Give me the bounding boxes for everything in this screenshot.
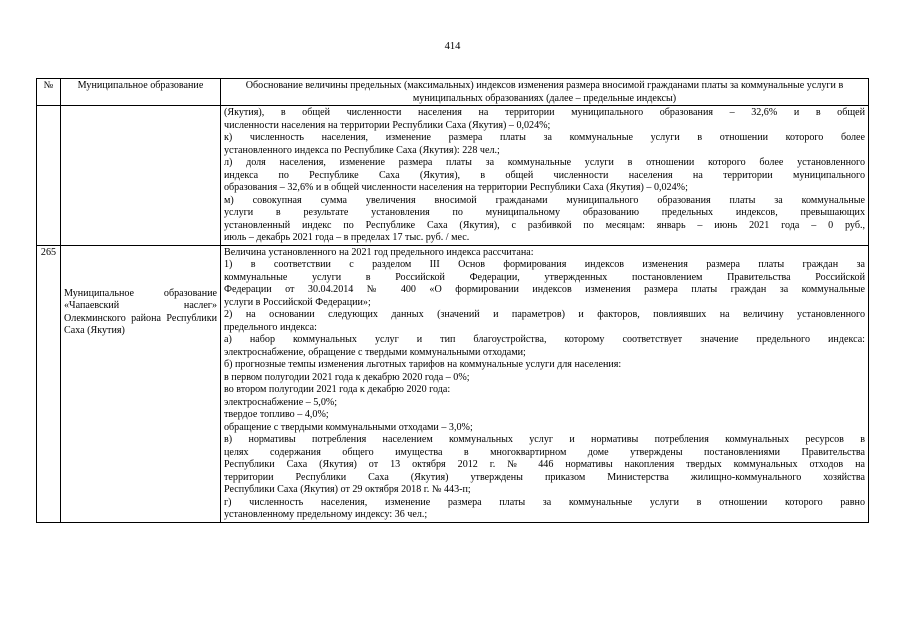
text-line: установленный индекс по Республике Саха (Якутия), с разбивкой по месяцам: январь – июнь 2021 года – 0 руб., [224,219,865,231]
page-number: 414 [444,41,461,52]
text-line: услуги в результате установления по муниципальному образованию предельных индексов, превышающих [224,207,865,218]
text-line: июль – декабрь 2021 года – в пределах 17 тыс. руб. / мес. [224,232,470,243]
text-line: установленного индекса по Республике Саха (Якутия): 228 чел.; [224,144,500,156]
municipality-name: Муниципальное образование «Чапаевский наслег» Олекминского района Республики Саха (Якутия) [64,287,217,336]
text-line: л) доля населения, изменение размера платы за коммунальные услуги в отношении которого более установленного [224,157,865,168]
row-number: 265 [37,245,61,522]
text-line: Республики Саха (Якутия) от 13 октября 2012 г. № 446 нормативы накопления твердых коммунальных отходов на [224,459,865,470]
text-line: а) набор коммунальных услуг и тип благоустройства, которому соответствует значение предельного индекса: [224,334,865,345]
text-line: Федерации от 30.04.2014 № 400 «О формировании индексов изменения размера платы граждан за коммунальные [224,284,865,295]
text-line: коммунальные услуги в Российской Федерации, утвержденных постановлением Правительства Российской [224,271,865,283]
table-row-265 [37,245,869,522]
text-line: твердое топливо – 4,0%; [224,409,329,420]
text-line: образования – 32,6% и в общей численности населения на территории Республики Саха (Якутия) – 0,024%; [224,182,688,193]
text-line: территории Республики Саха (Якутия) утверждены приказом Министерства жилищно-коммунального хозяйства [224,471,865,483]
text-line: к) численность населения, изменение размера платы за коммунальные услуги в отношении которого более [224,132,865,143]
text-line: в) нормативы потребления населением коммунальных услуг и нормативы потребления коммунальных ресурсов в [224,434,865,445]
text-line: индекса по Республике Саха (Якутия), в общей численности населения на территории муниципального [224,169,865,181]
text-line: (Якутия), в общей численности населения на территории муниципального образования – 32,6% и в общей [224,107,865,118]
header-number: № [37,79,61,106]
table-header-row [37,79,869,106]
municipality-cell-empty [61,106,221,246]
text-line: установленному предельному индексу: 36 чел.; [224,509,428,520]
text-line: предельного индекса: [224,321,317,333]
header-municipality: Муниципальное образование [61,79,221,106]
municipality-cell [61,245,221,522]
row-number-cell-empty [37,106,61,246]
text-line: Величина установленного на 2021 год предельного индекса рассчитана: [224,246,534,258]
text-line: услуги в Российской Федерации»; [224,296,371,308]
text-line: б) прогнозные темпы изменения льготных тарифов на коммунальные услуги для населения: [224,359,622,370]
text-line: электроснабжение, обращение с твердыми коммунальными отходами; [224,346,526,358]
table-row-continued [37,106,869,246]
text-line: в первом полугодии 2021 года к декабрю 2020 года – 0%; [224,371,470,383]
text-line: обращение с твердыми коммунальными отходами – 3,0%; [224,421,473,433]
text-line: г) численность населения, изменение размера платы за коммунальные услуги в отношении которого равно [224,496,865,508]
rationale-cell [221,245,869,522]
text-line: во втором полугодии 2021 года к декабрю 2020 года: [224,384,451,395]
indices-table [36,78,869,523]
text-line: численности населения на территории Республики Саха (Якутия) – 0,024%; [224,119,551,131]
text-line: Республики Саха (Якутия) от 29 октября 2018 г. № 443-п; [224,484,471,495]
text-line: целях содержания общего имущества в многоквартирном доме утверждены постановлениями Правительства [224,446,865,458]
text-line: 2) на основании следующих данных (значений и параметров) и факторов, повлиявших на величину установленного [224,309,865,320]
header-rationale: Обоснование величины предельных (максимальных) индексов изменения размера вносимой гражданами платы за коммунальные услуги в муниципальных образованиях (далее – предельные индексы) [221,79,869,106]
rationale-cell-continued [221,106,869,246]
text-line: 1) в соответствии с разделом III Основ формирования индексов изменения размера платы граждан за [224,259,865,270]
text-line: м) совокупная сумма увеличения вносимой гражданами муниципального образования платы за коммунальные [224,194,865,206]
text-line: электроснабжение – 5,0%; [224,396,338,408]
